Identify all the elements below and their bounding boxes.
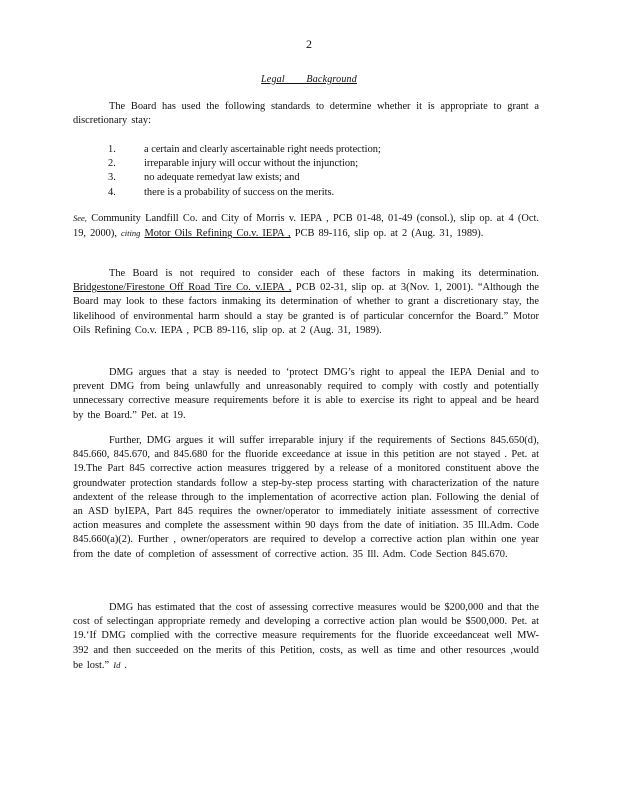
- list-item: 2. irreparable injury will occur without the injunction;: [108, 158, 359, 170]
- citation-paragraph: See, Community Landfill Co. and City of Morris v. IEPA , PCB 01-48, 01-49 (consol.), slip op. at 4 (Oct. 19, 2000), citing Motor Oils Refining Co.v. IEPA , PCB 89-116, slip op. at 2 (Aug. 31, 1989).: [73, 213, 539, 240]
- intro-paragraph: The Board has used the following standards to determine whether it is appropriate to grant a discretionary stay:: [73, 101, 539, 127]
- irreparable-injury-paragraph: Further, DMG argues it will suffer irreparable injury if the requirements of Sections 845.650(d), 845.660, 845.670, and 845.680 for the fluoride exceedance at issue in this petition are not stayed . Pet. at 19.The Part 845 corrective action measures triggered by a release of a monitored constituent above the groundwater protection standards follow a step-by-step process starting with characterization of the nature andextent of the release through to the implementation of acorrective action plan. Following the denial of an ASD byIEPA, Part 845 requires the owner/operator to immediately initiate assessment of corrective action measures and complete the assessment within 90 days from the date of initiation. 35 Ill.Adm. Code 845.660(a)(2). Further , owner/operators are required to develop a corrective action plan within one year from the date of completion of assessment of corrective action. 35 Ill. Adm. Code Section 845.670.: [73, 435, 539, 560]
- list-item: 4. there is a probability of success on the merits.: [108, 186, 335, 198]
- page-number: 2: [306, 37, 312, 51]
- list-item: 1. a certain and clearly ascertainable right needs protection;: [108, 144, 381, 155]
- section-heading: [0, 74, 618, 85]
- section-heading-text: Legal Background: [261, 74, 357, 85]
- standards-list: [108, 143, 428, 200]
- dmg-stay-paragraph: DMG argues that a stay is needed to ‘protect DMG’s right to appeal the IEPA Denial and to prevent DMG from being unlawfully and unreasonably required to comply with costly and potentially unnecessary corrective measure requirements before it is able to exercise its right to appeal and be heard by the Board.” Pet. at 19.: [73, 367, 539, 421]
- list-item: 3. no adequate remedyat law exists; and: [108, 172, 300, 184]
- board-factors-paragraph: The Board is not required to consider each of these factors in making its determination. Bridgestone/Firestone Off Road Tire Co. v.IEPA , PCB 02-31, slip op. at 3(Nov. 1, 2001). “Although the Board may look to these factors inmaking its determination of whether to grant a discretionary stay, the likelihood of environmental harm should a stay be granted is of particular concernfor the Board.” Motor Oils Refining Co.v. IEPA , PCB 89-116, slip op. at 2 (Aug. 31, 1989).: [73, 268, 540, 336]
- cost-estimate-paragraph: DMG has estimated that the cost of assessing corrective measures would be $200,000 and that the cost of selectingan appropriate remedy and developing a corrective action plan would be $500,000. Pet. at 19.‘If DMG complied with the corrective measure requirements for the fluoride exceedanceat well MW-392 and then succeeded on the merits of this Petition, costs, as well as time and other resources ,would be lost.” Id .: [73, 602, 539, 671]
